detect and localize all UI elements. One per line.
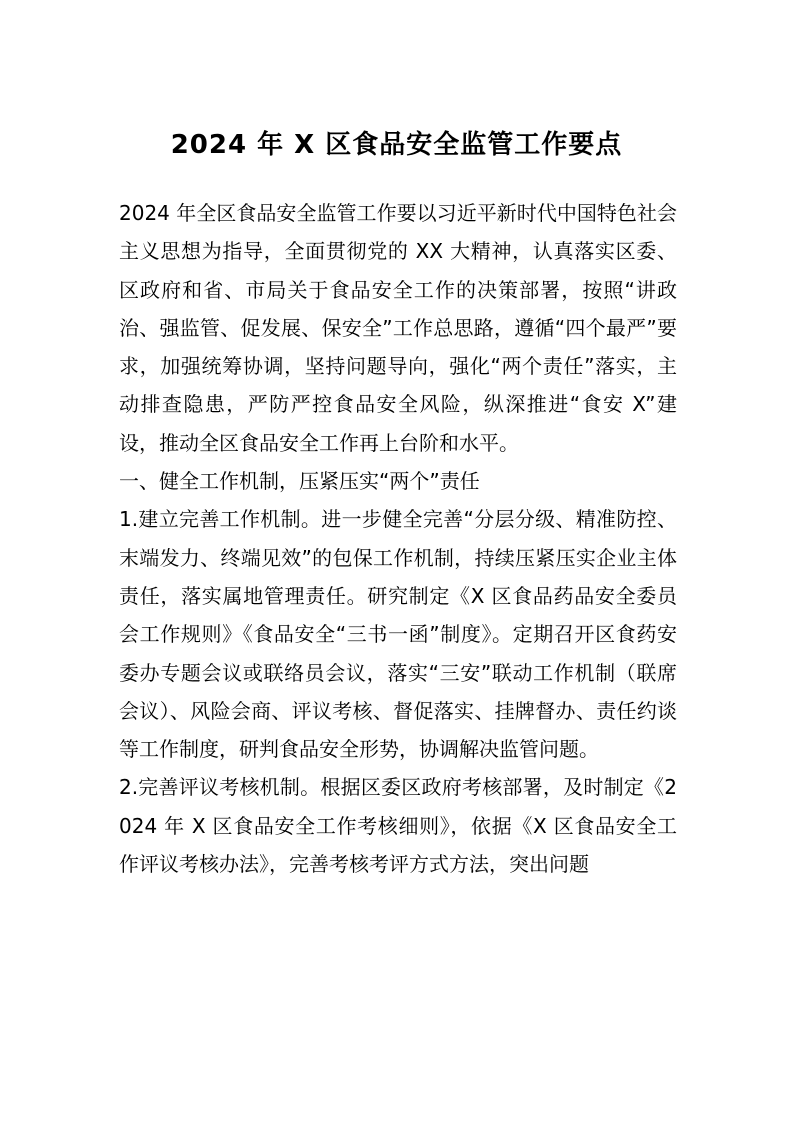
document-title: 2024 年 X 区食品安全监管工作要点 [170,130,623,160]
item-paragraph-1: 1.建立完善工作机制。进一步健全完善“分层分级、精准防控、末端发力、终端见效”的包保工作机制，持续压紧压实企业主体责任，落实属地管理责任。研究制定《X 区食品药品安全委员会工作规则》《食品安全“三书一函”制度》。定期召开区食药安委办专题会议或联络员会议，落实“三安”联动工作机制（联席会议）、风险会商、评议考核、督促落实、挂牌督办、责任约谈等工作制度，研判食品安全形势，协调解决监管问题。 [119,507,677,762]
section-heading-1: 一、健全工作机制，压紧压实“两个”责任 [119,469,480,494]
item-paragraph-2: 2.完善评议考核机制。根据区委区政府考核部署，及时制定《2024 年 X 区食品安全工作考核细则》，依据《X 区食品安全工作评议考核办法》，完善考核考评方式方法，突出问题 [119,775,677,877]
intro-paragraph: 2024 年全区食品安全监管工作要以习近平新时代中国特色社会主义思想为指导，全面贯彻党的 XX 大精神，认真落实区委、区政府和省、市局关于食品安全工作的决策部署，按照“讲政治、强监管、促发展、保安全”工作总思路，遵循“四个最严”要求，加强统筹协调，坚持问题导向，强化“两个责任”落实，主动排查隐患，严防严控食品安全风险，纵深推进“食安 X”建设，推动全区食品安全工作再上台阶和水平。 [119,201,677,455]
document-body [119,194,677,883]
